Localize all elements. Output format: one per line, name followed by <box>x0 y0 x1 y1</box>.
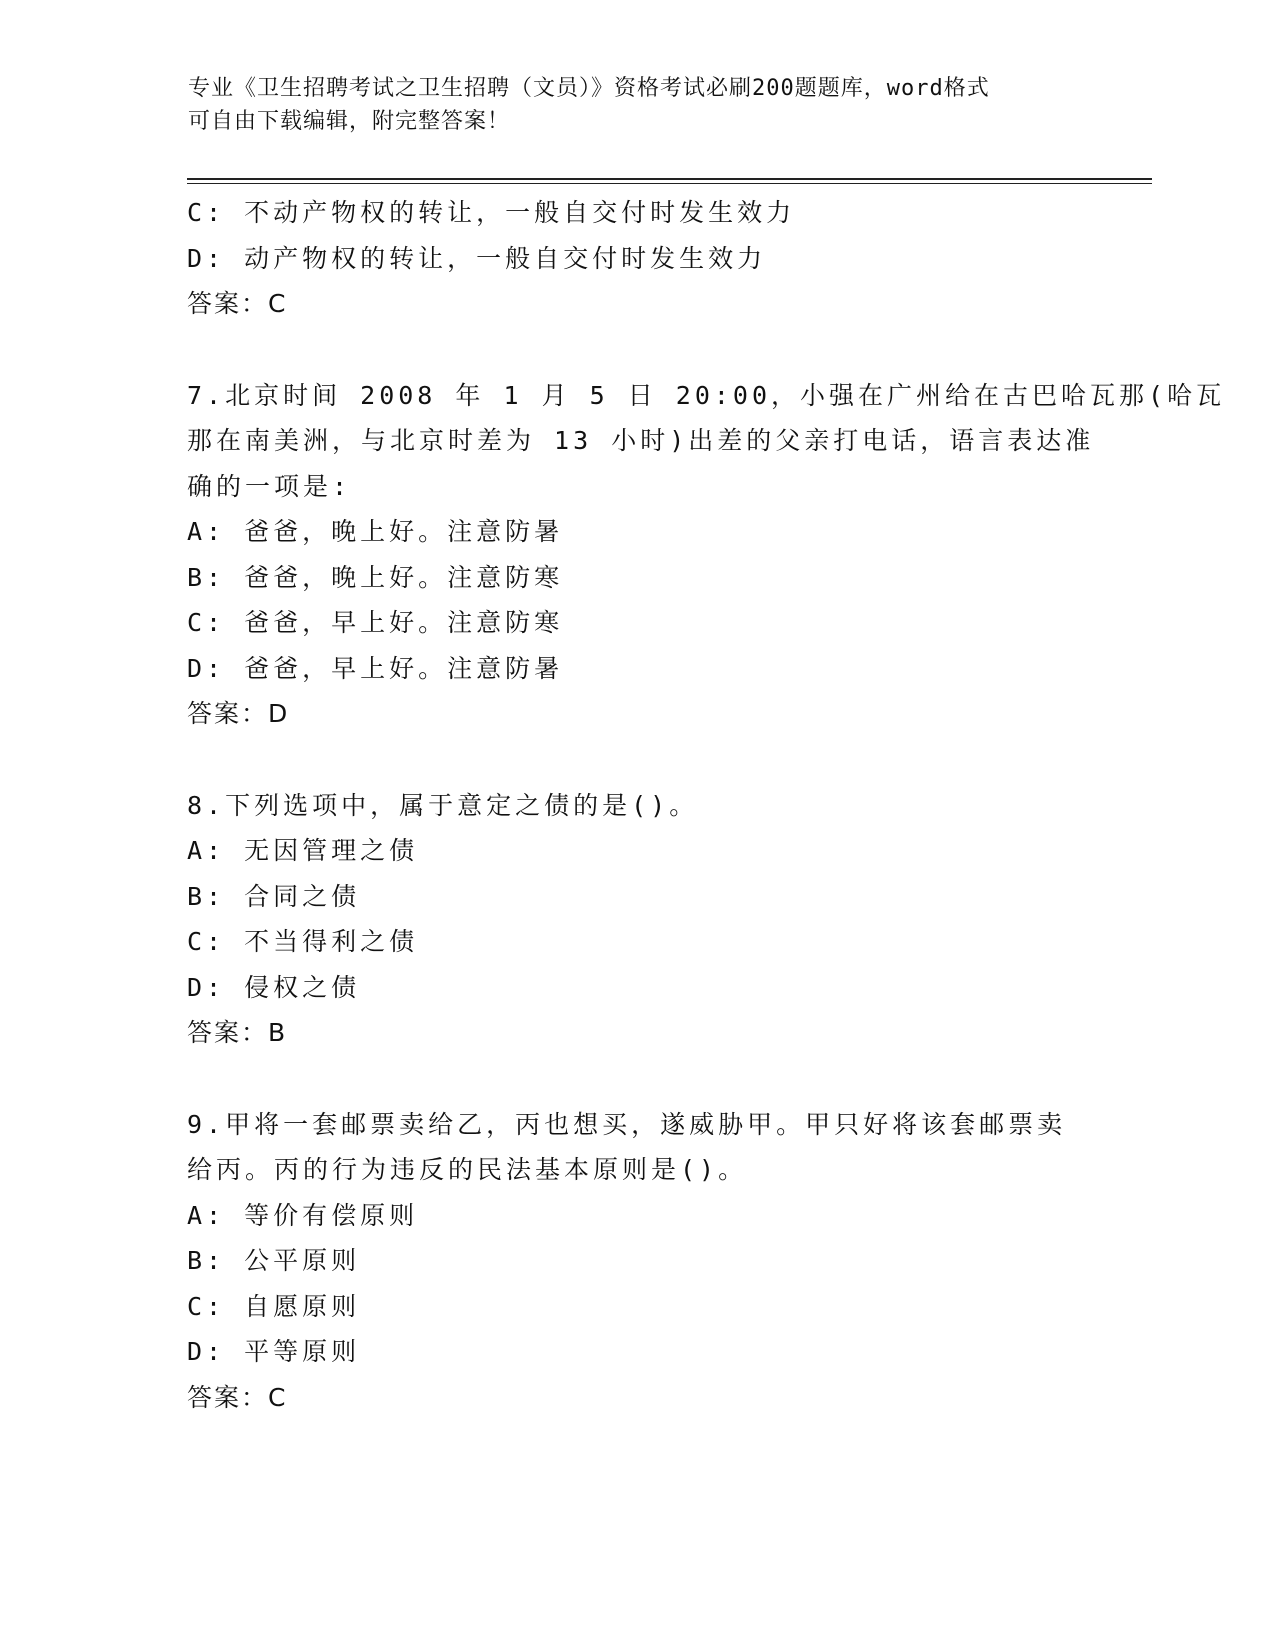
option-c: C: 爸爸，早上好。注意防寒 <box>187 608 564 637</box>
header-divider-thick <box>187 178 1152 180</box>
header-line-1: 专业《卫生招聘考试之卫生招聘（文员）》资格考试必刷200题题库，word格式 <box>188 76 990 101</box>
option-b: B: 爸爸，晚上好。注意防寒 <box>187 562 564 592</box>
option-a: A: 爸爸，晚上好。注意防暑 <box>187 517 564 546</box>
question-stem-line: 7.北京时间 2008 年 1 月 5 日 20:00，小强在广州给在古巴哈瓦那(哈瓦 <box>187 380 1226 410</box>
option-a: A: 无因管理之债 <box>187 836 419 865</box>
option-d: D: 侵权之债 <box>187 972 361 1002</box>
question-8 <box>187 783 1087 1056</box>
answer: 答案：B <box>187 1018 288 1047</box>
option-c: C: 不动产物权的转让，一般自交付时发生效力 <box>187 198 796 227</box>
question-stem-line: 9.甲将一套邮票卖给乙，丙也想买，遂威胁甲。甲只好将该套邮票卖 <box>187 1109 1067 1139</box>
question-9 <box>187 1102 1087 1421</box>
option-d: D: 平等原则 <box>187 1337 361 1366</box>
option-a: A: 等价有偿原则 <box>187 1200 419 1230</box>
option-b: B: 公平原则 <box>187 1246 361 1275</box>
question-stem-line: 确的一项是: <box>187 471 352 501</box>
answer: 答案：C <box>187 289 288 318</box>
header-line-2: 可自由下载编辑，附完整答案！ <box>188 109 511 134</box>
document-header <box>188 72 1068 138</box>
answer: 答案：D <box>187 699 290 728</box>
option-d: D: 动产物权的转让，一般自交付时发生效力 <box>187 243 767 273</box>
question-stem-line: 给丙。丙的行为违反的民法基本原则是()。 <box>187 1155 748 1184</box>
partial-question <box>187 190 1087 327</box>
question-stem-line: 8.下列选项中，属于意定之债的是()。 <box>187 790 699 820</box>
question-stem-line: 那在南美洲，与北京时差为 13 小时)出差的父亲打电话，语言表达准 <box>187 426 1095 455</box>
document-body <box>187 190 1226 1420</box>
option-c: C: 不当得利之债 <box>187 927 419 956</box>
header-divider-thin <box>187 183 1152 184</box>
question-7 <box>187 373 1226 737</box>
option-b: B: 合同之债 <box>187 881 361 911</box>
answer: 答案：C <box>187 1382 288 1412</box>
option-c: C: 自愿原则 <box>187 1291 361 1321</box>
option-d: D: 爸爸，早上好。注意防暑 <box>187 653 564 683</box>
